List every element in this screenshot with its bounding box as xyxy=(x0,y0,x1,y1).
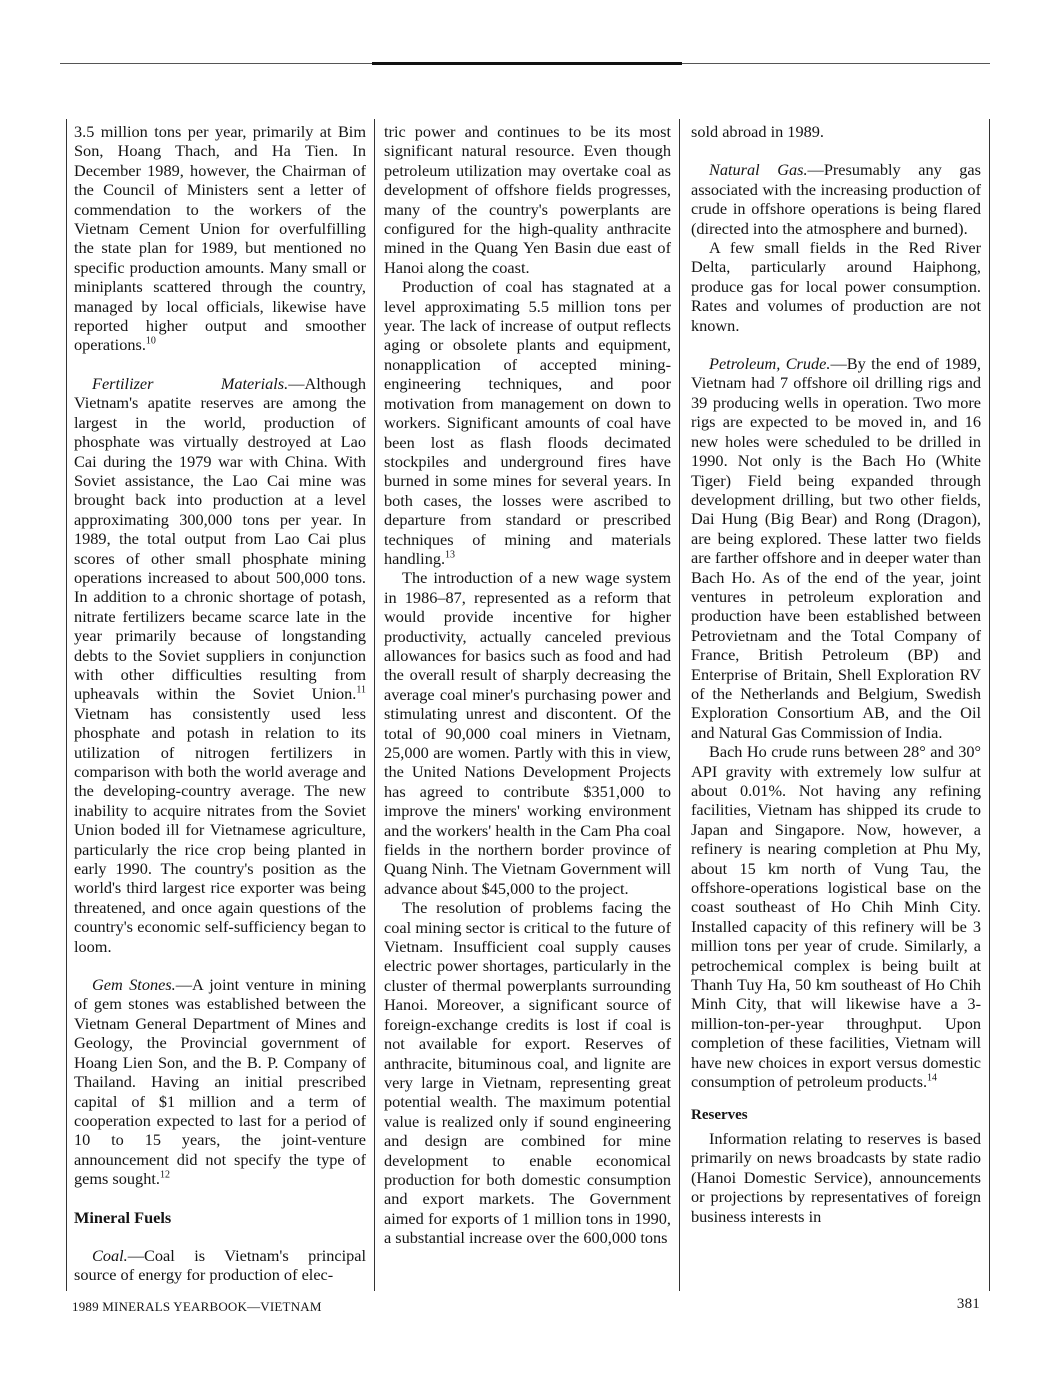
section-heading-reserves: Reserves xyxy=(691,1106,748,1123)
paragraph-coal-end: sold abroad in 1989. xyxy=(691,122,824,141)
paragraph-reserves: Information relating to reserves is based primarily on news broadcasts by state radio (Hanoi Domestic Service), announcements or projections by representatives of foreign business interests in xyxy=(691,1128,981,1226)
paragraph-coal-resolution: The resolution of problems facing the coal mining sector is critical to the future of Vietnam. Insufficient coal supply causes electric power shortages, particularly in the cluster of thermal powerplants surrounding Hanoi. Moreover, a significant source of foreign-exchange credits is lost if coal is not available for export. Reserves of anthracite, bituminous coal, and lignite are very large in Vietnam, representing great potential wealth. The maximum potential value is realized only if sound engineering and design are combined for mine development to enable economical production for both domestic consumption and export markets. The Government aimed for exports of 1 million tons in 1990, a substantial increase over the 600,000 tons xyxy=(384,898,671,1248)
paragraph-wage-system: The introduction of a new wage system in 1986–87, represented as a reform that would provide incentive for higher productivity, actually canceled previous allowances for basics such as food and had the overall result of sharply decreasing the average coal miner's purchasing power and stimulating unrest and discontent. Of the total of 90,000 coal miners in Vietnam, 25,000 are women. Partly with this in view, the United Nations Development Projects has agreed to contribute $351,000 to improve the miners' working environment and the workers' health in the Cam Pha coal fields in the northern border province of Quang Ninh. The Vietnam Government will advance about $45,000 to the project. xyxy=(384,568,671,898)
paragraph-petroleum: Petroleum, Crude.—By the end of 1989, Vietnam had 7 offshore oil drilling rigs and 39 producing wells in operation. Two more rigs are expected to be moved in, and 16 new holes were scheduled to be drilled in 1990. Not only is the Bach Ho (White Tiger) Field being expanded through development drilling, but two other fields, Dai Hung (Big Bear) and Rong (Dragon), are being explored. These latter two fields are farther offshore and in deeper water than Bach Ho. As of the end of the year, joint ventures in petroleum exploration and production have been established between Petrovietnam and the Total Company of France, British Petroleum (BP) and Enterprise of Britain, Shell Exploration RV of the Netherlands and Belgium, Swedish Exploration Consortium AB, and the Oil and Natural Gas Commission of India. xyxy=(691,354,982,742)
run-in-heading-fertilizer: Fertilizer Materials. xyxy=(92,373,289,393)
paragraph-coal-production: Production of coal has stagnated at a level approximating 5.5 million tons per year. The lack of increase of output reflects aging or obsolete plants and equipment, nonapplication of accepted mining-engineering techniques, and poor motivation from management on down to workers. Significant amounts of coal have been lost as flash floods decimated stockpiles and underground fires have burned in some mines for several years. In both cases, the losses were ascribed to departure from standard or prescribed techniques of mining and materials handling.$^{13}$ xyxy=(384,277,671,568)
run-in-heading-natural-gas: Natural Gas. xyxy=(709,160,808,180)
column-2 xyxy=(374,119,680,1291)
paragraph-coal: Coal.—Coal is Vietnam's principal source of energy for production of elec- xyxy=(74,1245,366,1285)
column-3 xyxy=(680,119,990,1291)
page-number: 381 xyxy=(956,1296,980,1312)
paragraph-fertilizer: Fertilizer Materials.—Although Vietnam's apatite reserves are among the largest in the world, production of phosphate was virtually destroyed at Lao Cai during the 1979 war with China. With Soviet assistance, the Lao Cai mine was brought back into production at a level approximating 300,000 tons per year. In 1989, the total output from Lao Cai plus scores of other small phosphate mining operations increased to about 500,000 tons. In addition to a chronic shortage of potash, nitrate fertilizers became scarce late in the year primarily because of longstanding debts to the Soviet suppliers in conjunction with other difficulties resulting from upheavals within the Soviet Union.$^{11}$ Vietnam has consistently used less phosphate and potash in relation to its utilization of nitrogen fertilizers in comparison with both the world average and the developing-country average. The new inability to acquire nitrates from the Soviet Union boded ill for Vietnamese agriculture, particularly the rice crop being planted in early 1990. The country's position as the world's third largest rice exporter was being threatened, and once again questions of the country's economic self-sufficiency began to loom. xyxy=(74,373,366,956)
running-footer-title: 1989 MINERALS YEARBOOK—VIETNAM xyxy=(72,1299,322,1314)
footnote-ref: 10 xyxy=(145,336,156,348)
section-heading-mineral-fuels: Mineral Fuels xyxy=(74,1207,172,1227)
footnote-ref: 12 xyxy=(159,1169,170,1181)
header-rule-accent xyxy=(372,62,682,65)
column-1 xyxy=(66,119,366,1291)
run-in-heading-coal: Coal. xyxy=(92,1245,128,1265)
paragraph-gem-stones: Gem Stones.—A joint venture in mining of gem stones was established between the Vietnam General Department of Mines and Geology, the Provincial government of Hoang Lien Son, and the B. P. Company of Thailand. Having an initial prescribed capital of $1 million and a term of cooperation expected to last for a period of 10 to 15 years, the joint-venture announcement did not specify the type of gems sought.$^{12}$ xyxy=(74,975,366,1189)
run-in-heading-petroleum: Petroleum, Crude. xyxy=(709,354,831,374)
paragraph-cement-cont: 3.5 million tons per year, primarily at Bim Son, Hoang Thach, and Ha Tien. In December 1989, however, the Chairman of the Council of Ministers sent a letter of commendation to the workers of the Vietnam Cement Union for overfulfilling the state plan for 1989, but mentioned no specific production amounts. Many small or miniplants scattered through the country, managed by local officials, likewise have reported higher output and smoother operations.$^{10}$ xyxy=(74,122,366,355)
footnote-ref: 14 xyxy=(927,1072,938,1084)
footnote-ref: 11 xyxy=(356,684,366,696)
footnote-ref: 13 xyxy=(445,549,456,561)
paragraph-bach-ho: Bach Ho crude runs between 28° and 30° API gravity with extremely low sulfur at about 0.01%. Not having any refining facilities, Vietnam has shipped its crude to Japan and Singapore. Now, however, a refinery is nearing completion at Phu My, about 15 km north of Vung Tau, the offshore-operations logistical base on the coast southeast of Ho Chih Minh City. Installed capacity of this refinery will be 3 million tons per year of crude. Similarly, a petrochemical complex is being built at Thanh Tuy Ha, 50 km southeast of Ho Chih Minh City, that will likewise have a 3-million-ton-per-year throughput. Upon completion of these facilities, Vietnam will have new choices in export versus domestic consumption of petroleum products.$^{14}$ xyxy=(691,742,981,1092)
paragraph-natural-gas: Natural Gas.—Presumably any gas associated with the increasing production of crude in offshore operations is being flared (directed into the atmosphere and burned). xyxy=(691,160,981,238)
run-in-heading-gem-stones: Gem Stones. xyxy=(92,975,176,995)
paragraph-gas-fields: A few small fields in the Red River Delta, particularly around Haiphong, produce gas for local power consumption. Rates and volumes of production are not known. xyxy=(691,238,981,335)
paragraph-coal-cont: tric power and continues to be its most significant natural resource. Even though petroleum utilization may overtake coal as development of offshore fields progresses, many of the country's powerplants are configured for the high-quality anthracite mined in the Quang Yen Basin due east of Hanoi along the coast. xyxy=(384,122,671,277)
